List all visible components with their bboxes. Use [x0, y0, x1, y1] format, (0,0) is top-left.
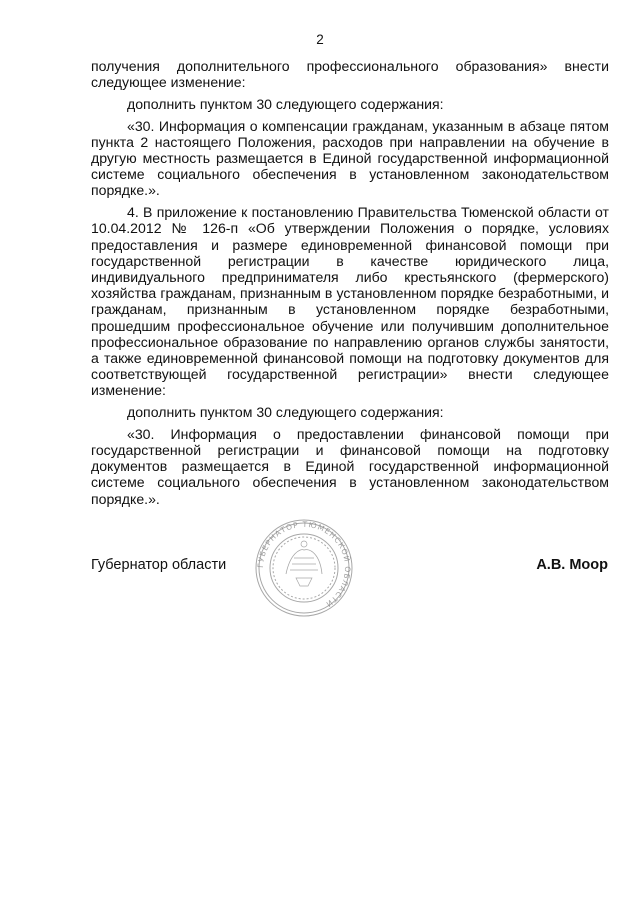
signatory-position: Губернатор области	[91, 557, 227, 573]
paragraph-continuation: получения дополнительного профессионального образования» внести следующее изменение:	[91, 58, 609, 91]
paragraph-clause-30-financial-aid: «30. Информация о предоставлении финансовой помощи при государственной регистрации и финансовой помощи на подготовку документов размещается в Единой государственной информационной системе социального обеспечения в установленном законодательством порядке.».	[91, 425, 609, 507]
paragraph-amendment-instruction: дополнить пунктом 30 следующего содержания:	[127, 95, 444, 112]
paragraph-amendment-instruction-2: дополнить пунктом 30 следующего содержания:	[127, 404, 444, 421]
page-number: 2	[316, 32, 324, 47]
document-body	[91, 58, 609, 512]
paragraph-clause-30-compensation: «30. Информация о компенсации гражданам, указанным в абзаце пятом пункта 2 настоящего Положения, расходов при направлении на обучение в другую местность размещается в Единой государственной информационной системе социального обеспечения в установленном законодательством порядке.».	[91, 117, 609, 199]
paragraph-item-4: 4. В приложение к постановлению Правительства Тюменской области от 10.04.2012 № 126-п «Об утверждении Положения о порядке, условиях предоставления и размере единовременной финансовой помощи при государственной регистрации в качестве юридического лица, индивидуального предпринимателя либо крестьянского (фермерского) хозяйства гражданам, признанным в установленном порядке безработными, и гражданам, признанным в установленном порядке безработными, прошедшим профессиональное обучение или получившим дополнительное профессиональное образование по направлению органов службы занятости, а также единовременной финансовой помощи на подготовку документов для соответствующей государственной регистрации» внести следующее изменение:	[91, 204, 609, 399]
signatory-name: А.В. Моор	[536, 557, 608, 573]
official-seal-stamp	[246, 518, 362, 618]
seal-ring-text: ГУБЕРНАТОР ТЮМЕНСКОЙ ОБЛАСТИ	[255, 519, 353, 610]
